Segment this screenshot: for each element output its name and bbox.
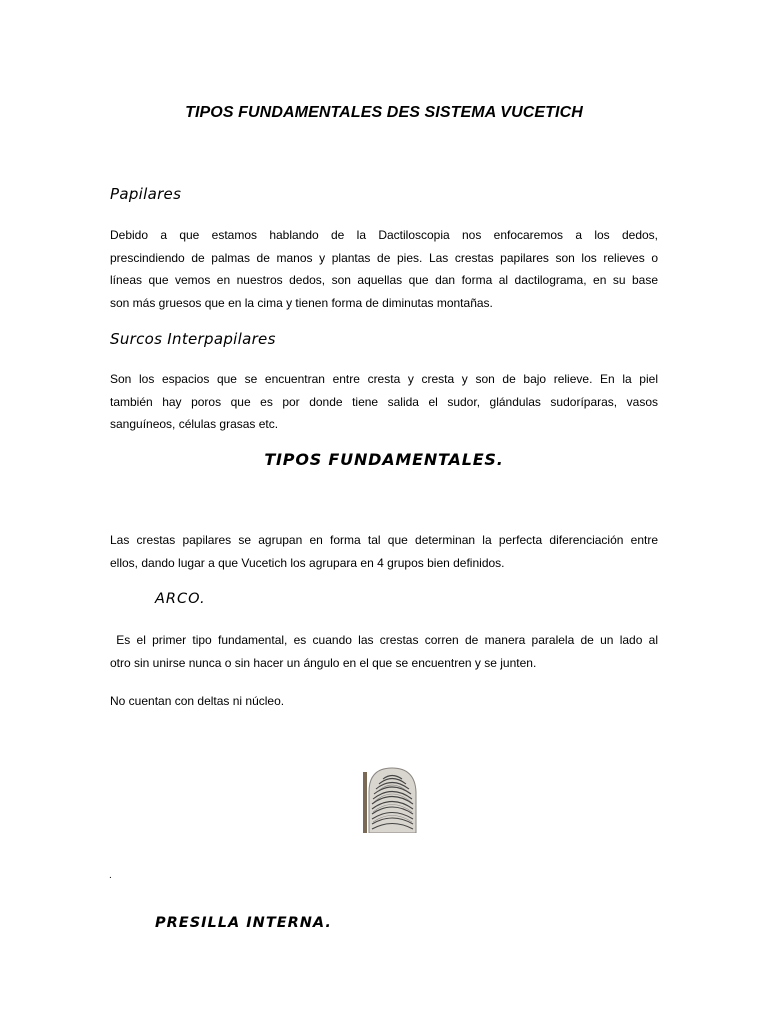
heading-surcos-interpapilares: Surcos Interpapilares [110, 330, 276, 348]
fingerprint-arch-image [363, 764, 422, 833]
paragraph-papilares [110, 224, 658, 314]
paragraph-line: son más gruesos que en la cima y tienen forma de diminutas montañas. [110, 295, 493, 310]
heading-arco: ARCO. [155, 591, 206, 607]
paragraph-tipos [110, 529, 658, 574]
paragraph-line: prescindiendo de palmas de manos y plantas de pies. Las crestas papilares son los relieves o [110, 250, 658, 265]
paragraph-line: sanguíneos, células grasas etc. [110, 417, 279, 431]
heading-papilares: Papilares [110, 185, 182, 203]
stray-mark: . [109, 870, 112, 881]
heading-presilla-interna: PRESILLA INTERNA. [155, 915, 332, 931]
heading-tipos-fundamentales: TIPOS FUNDAMENTALES. [264, 450, 504, 469]
paragraph-line: otro sin unirse nunca o sin hacer un ángulo en el que se encuentren y se junten. [110, 655, 537, 670]
paragraph-arco-note [110, 690, 658, 713]
paragraph-line: líneas que vemos en nuestros dedos, son aquellas que dan forma al dactilograma, en su base [110, 273, 658, 287]
paragraph-surcos [110, 368, 658, 436]
paragraph-line: Debido a que estamos hablando de la Dactiloscopia nos enfocaremos a los dedos, [110, 228, 658, 242]
paragraph-line: Es el primer tipo fundamental, es cuando las crestas corren de manera paralela de un lado al [110, 633, 658, 647]
paragraph-line: No cuentan con deltas ni núcleo. [110, 694, 285, 708]
document-title: TIPOS FUNDAMENTALES DES SISTEMA VUCETICH [185, 104, 583, 121]
paragraph-line: ellos, dando lugar a que Vucetich los agrupara en 4 grupos bien definidos. [110, 555, 505, 570]
paragraph-line: Son los espacios que se encuentran entre cresta y cresta y son de bajo relieve. En la piel [110, 372, 658, 386]
paragraph-line: Las crestas papilares se agrupan en forma tal que determinan la perfecta diferenciación entre [110, 533, 658, 547]
paragraph-line: también hay poros que es por donde tiene salida el sudor, glándulas sudoríparas, vasos [110, 394, 658, 409]
paragraph-arco [110, 629, 658, 674]
